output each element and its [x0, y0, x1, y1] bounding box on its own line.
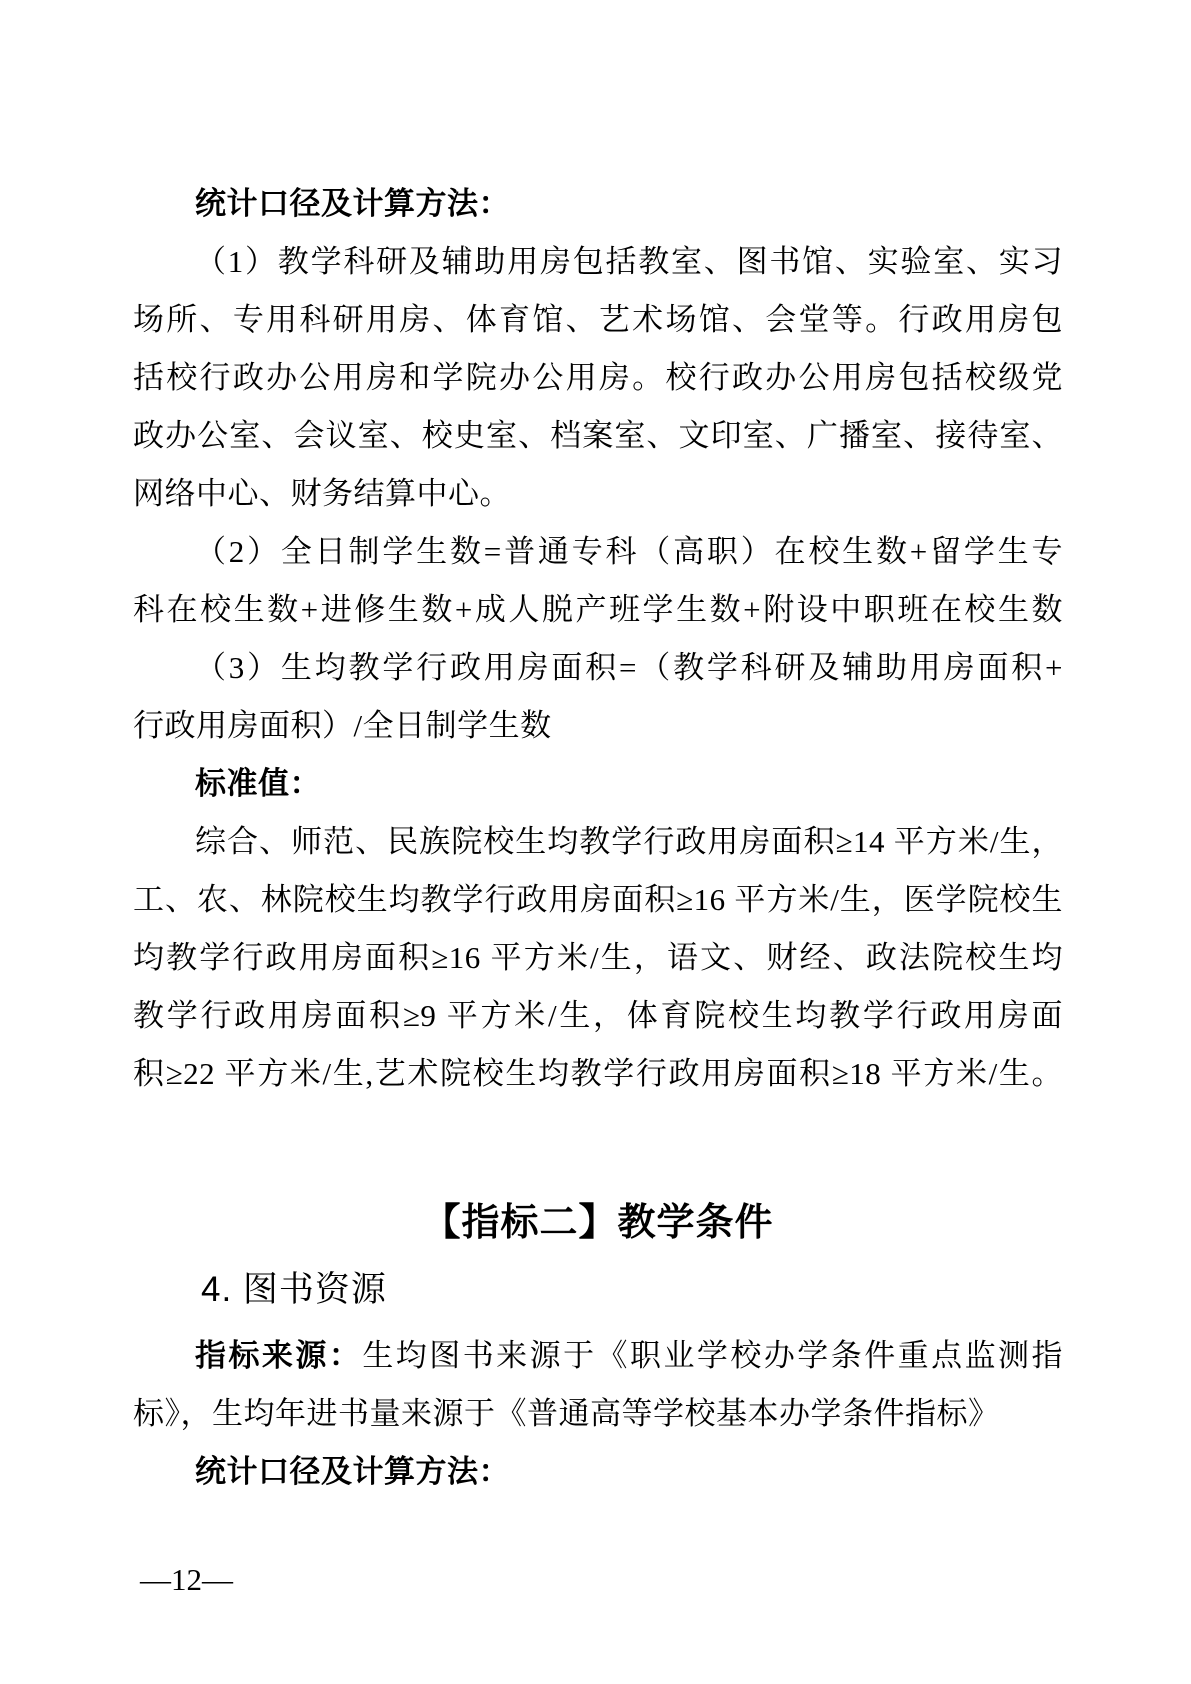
- body-line: （1）教学科研及辅助用房包括教室、图书馆、实验室、实习: [195, 244, 1063, 279]
- para-heading-standard-value: 标准值：: [195, 766, 321, 801]
- section-heading-indicator-2: 【指标二】教学条件: [422, 1202, 774, 1244]
- para-heading-stat-method: 统计口径及计算方法：: [195, 186, 510, 221]
- body-line: 政办公室、会议室、校史室、档案室、文印室、广播室、接待室、: [133, 418, 1063, 453]
- body-line: （3）生均教学行政用房面积=（教学科研及辅助用房面积+: [195, 650, 1063, 685]
- body-line: 场所、专用科研用房、体育馆、艺术场馆、会堂等。行政用房包: [133, 302, 1063, 337]
- body-line: 标》，生均年进书量来源于《普通高等学校基本办学条件指标》: [133, 1396, 1000, 1431]
- body-line: 科在校生数+进修生数+成人脱产班学生数+附设中职班在校生数: [133, 592, 1063, 627]
- body-line: 行政用房面积）/全日制学生数: [133, 708, 552, 743]
- source-text: 生均图书来源于《职业学校办学条件重点监测指: [362, 1338, 1064, 1373]
- document-body: [133, 175, 1063, 1501]
- source-label: 指标来源：: [195, 1338, 363, 1373]
- body-line: （2）全日制学生数=普通专科（高职）在校生数+留学生专: [195, 534, 1063, 569]
- body-line: 积≥22 平方米/生,艺术院校生均教学行政用房面积≥18 平方米/生。: [133, 1056, 1063, 1091]
- body-line: 网络中心、财务结算中心。: [133, 476, 511, 511]
- body-line: 教学行政用房面积≥9 平方米/生，体育院校生均教学行政用房面: [133, 998, 1063, 1033]
- body-line: [133, 1327, 1063, 1385]
- body-line: 综合、师范、民族院校生均教学行政用房面积≥14 平方米/生，: [195, 824, 1063, 859]
- para-heading-stat-method-2: 统计口径及计算方法：: [195, 1454, 510, 1489]
- page-number: —12—: [140, 1562, 233, 1597]
- body-line: 括校行政办公用房和学院办公用房。校行政办公用房包括校级党: [133, 360, 1063, 395]
- body-line: 均教学行政用房面积≥16 平方米/生，语文、财经、政法院校生均: [133, 940, 1063, 975]
- sub-heading-book-resources: 4. 图书资源: [201, 1270, 387, 1309]
- source-paragraph: [133, 1327, 1063, 1501]
- body-line: 工、农、林院校生均教学行政用房面积≥16 平方米/生，医学院校生: [133, 882, 1063, 917]
